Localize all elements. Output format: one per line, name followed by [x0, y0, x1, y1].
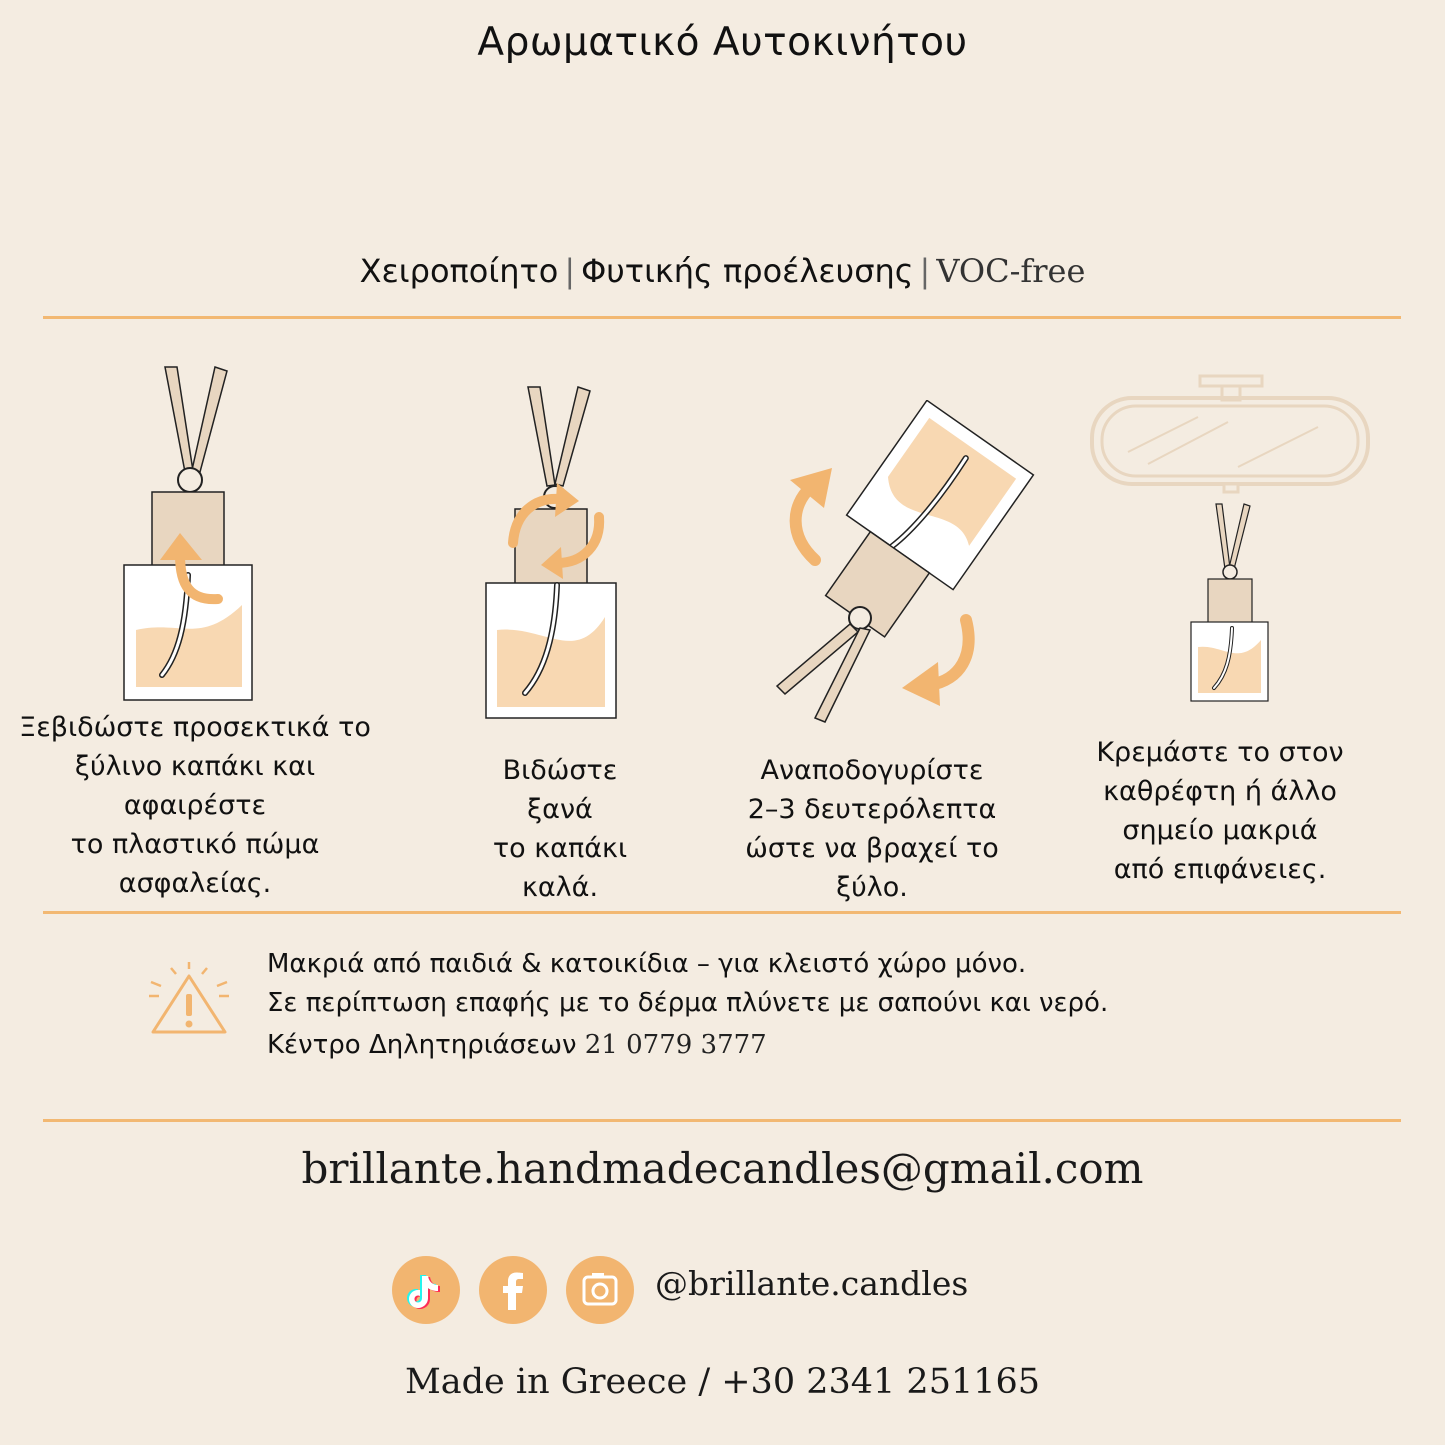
tagline-plant-based: Φυτικής προέλευσης: [581, 252, 914, 290]
poison-center-phone: 21 0779 3777: [584, 1030, 767, 1060]
warning-line-2: Σε περίπτωση επαφής με το δέρμα πλύνετε με σαπούνι και νερό.: [267, 988, 1109, 1018]
social-handle[interactable]: @brillante.candles: [655, 1264, 969, 1303]
facebook-icon[interactable]: [479, 1256, 547, 1324]
unscrew-bottle-icon: [110, 365, 270, 705]
step-1-text: Ξεβιδώστε προσεκτικά το ξύλινο καπάκι και αφαιρέστε το πλαστικό πώμα ασφαλείας.: [19, 712, 371, 899]
divider-bottom: [43, 1119, 1401, 1122]
tagline-voc-free: VOC-free: [936, 252, 1086, 290]
step-2-text: Βιδώστε ξανά το καπάκι καλά.: [492, 755, 628, 903]
warning-icon: [145, 962, 235, 1038]
tiktok-icon[interactable]: [392, 1256, 460, 1324]
step-3-text: Αναποδογυρίστε 2–3 δευτερόλεπτα ώστε να βραχεί το ξύλο.: [745, 755, 999, 903]
page-title: Αρωματικό Αυτοκινήτου: [477, 20, 968, 65]
contact-email[interactable]: brillante.handmadecandles@gmail.com: [301, 1144, 1144, 1193]
divider-top: [43, 316, 1401, 319]
flip-bottle-icon: [770, 400, 1040, 730]
tagline-handmade: Χειροποίητο: [359, 252, 559, 290]
step-4-text: Κρεμάστε το στον καθρέφτη ή άλλο σημείο μακριά από επιφάνειες.: [1096, 737, 1344, 885]
warning-line-1: Μακριά από παιδιά & κατοικίδια – για κλειστό χώρο μόνο.: [267, 949, 1027, 979]
tagline-separator: |: [919, 252, 931, 290]
tagline-separator: |: [564, 252, 576, 290]
poison-center-label: Κέντρο Δηλητηριάσεων: [267, 1030, 577, 1060]
hang-mirror-icon: [1088, 372, 1373, 707]
footer-made-in: Made in Greece / +30 2341 251165: [404, 1362, 1041, 1402]
warning-line-3: [267, 1030, 767, 1060]
divider-middle: [43, 911, 1401, 914]
screw-cap-icon: [475, 385, 635, 725]
instagram-icon[interactable]: [566, 1256, 634, 1324]
tagline: [0, 252, 1445, 290]
